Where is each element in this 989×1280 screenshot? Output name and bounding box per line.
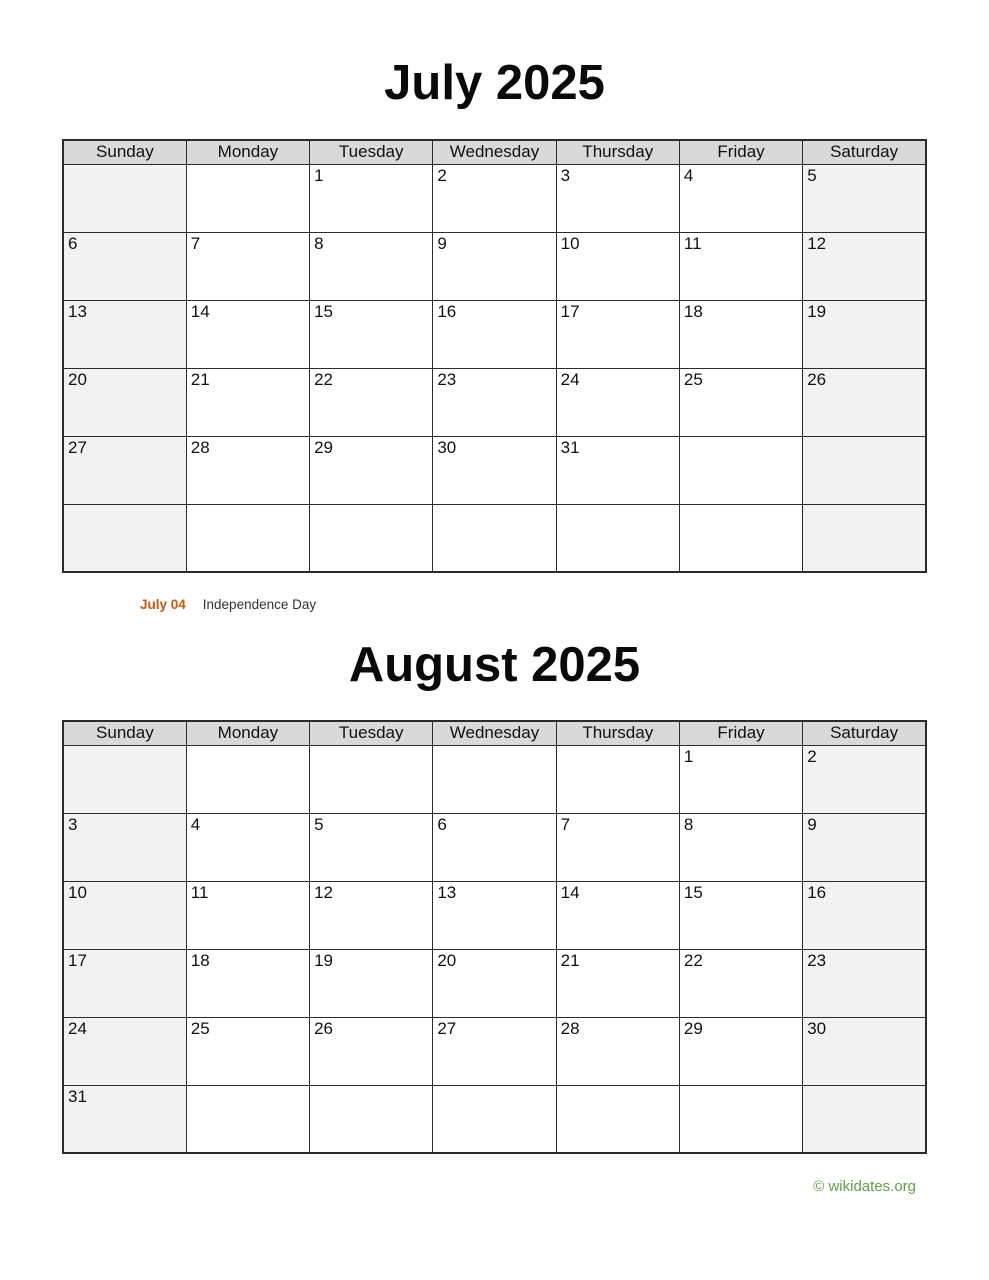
- day-cell-13: 13: [433, 881, 556, 949]
- day-cell-empty: [556, 504, 679, 572]
- day-cell-empty: [63, 504, 186, 572]
- day-cell-9: 9: [803, 813, 926, 881]
- day-cell-15: 15: [679, 881, 802, 949]
- week-row: [63, 949, 926, 1017]
- day-cell-1: 1: [679, 745, 802, 813]
- day-cell-14: 14: [556, 881, 679, 949]
- day-cell-14: 14: [186, 300, 309, 368]
- day-header-monday: Monday: [186, 140, 309, 165]
- day-header-saturday: Saturday: [803, 140, 926, 165]
- day-cell-empty: [556, 745, 679, 813]
- day-cell-7: 7: [556, 813, 679, 881]
- day-cell-9: 9: [433, 232, 556, 300]
- day-cell-28: 28: [556, 1017, 679, 1085]
- day-header-sunday: Sunday: [63, 721, 186, 746]
- day-cell-empty: [803, 436, 926, 504]
- day-cell-8: 8: [679, 813, 802, 881]
- day-cell-empty: [433, 504, 556, 572]
- day-cell-15: 15: [310, 300, 433, 368]
- day-cell-27: 27: [63, 436, 186, 504]
- day-cell-23: 23: [433, 368, 556, 436]
- week-row: [63, 881, 926, 949]
- day-cell-empty: [186, 745, 309, 813]
- july-calendar-title: July 2025: [384, 56, 605, 110]
- august-calendar-table: [62, 720, 927, 1155]
- day-cell-22: 22: [310, 368, 433, 436]
- copyright-link[interactable]: © wikidates.org: [813, 1178, 916, 1196]
- day-cell-6: 6: [433, 813, 556, 881]
- day-cell-2: 2: [433, 164, 556, 232]
- august-calendar-title: August 2025: [348, 637, 641, 692]
- week-row: [63, 300, 926, 368]
- day-header-row: [63, 721, 926, 746]
- week-row: [63, 1017, 926, 1085]
- day-cell-empty: [556, 1085, 679, 1153]
- day-header-friday: Friday: [679, 721, 802, 746]
- holiday-name-label: Independence Day: [202, 597, 317, 613]
- week-row: [63, 164, 926, 232]
- day-cell-1: 1: [310, 164, 433, 232]
- day-cell-empty: [63, 745, 186, 813]
- day-cell-5: 5: [310, 813, 433, 881]
- day-cell-17: 17: [63, 949, 186, 1017]
- day-cell-25: 25: [186, 1017, 309, 1085]
- day-cell-30: 30: [433, 436, 556, 504]
- holiday-note: [140, 597, 927, 613]
- day-cell-6: 6: [63, 232, 186, 300]
- day-cell-empty: [433, 1085, 556, 1153]
- day-cell-12: 12: [803, 232, 926, 300]
- day-cell-24: 24: [63, 1017, 186, 1085]
- day-cell-empty: [679, 1085, 802, 1153]
- day-cell-empty: [310, 504, 433, 572]
- day-cell-28: 28: [186, 436, 309, 504]
- holiday-date-label: July 04: [140, 597, 186, 613]
- day-cell-11: 11: [679, 232, 802, 300]
- day-cell-empty: [186, 164, 309, 232]
- july-calendar-table: [62, 139, 927, 574]
- day-cell-empty: [63, 164, 186, 232]
- day-cell-3: 3: [63, 813, 186, 881]
- day-cell-empty: [803, 504, 926, 572]
- day-cell-3: 3: [556, 164, 679, 232]
- day-cell-21: 21: [556, 949, 679, 1017]
- day-cell-31: 31: [556, 436, 679, 504]
- day-cell-18: 18: [679, 300, 802, 368]
- week-row: [63, 232, 926, 300]
- day-cell-12: 12: [310, 881, 433, 949]
- day-header-tuesday: Tuesday: [310, 140, 433, 165]
- day-cell-empty: [186, 1085, 309, 1153]
- day-cell-30: 30: [803, 1017, 926, 1085]
- day-cell-empty: [679, 436, 802, 504]
- day-cell-11: 11: [186, 881, 309, 949]
- day-cell-21: 21: [186, 368, 309, 436]
- day-cell-empty: [186, 504, 309, 572]
- day-cell-2: 2: [803, 745, 926, 813]
- day-header-wednesday: Wednesday: [433, 140, 556, 165]
- day-cell-16: 16: [803, 881, 926, 949]
- day-header-tuesday: Tuesday: [310, 721, 433, 746]
- day-cell-19: 19: [310, 949, 433, 1017]
- calendar-page: [62, 0, 927, 1195]
- week-row: [63, 504, 926, 572]
- day-cell-26: 26: [310, 1017, 433, 1085]
- day-cell-29: 29: [679, 1017, 802, 1085]
- day-cell-8: 8: [310, 232, 433, 300]
- day-cell-27: 27: [433, 1017, 556, 1085]
- day-cell-26: 26: [803, 368, 926, 436]
- day-cell-24: 24: [556, 368, 679, 436]
- day-cell-18: 18: [186, 949, 309, 1017]
- day-cell-10: 10: [556, 232, 679, 300]
- week-row: [63, 745, 926, 813]
- day-header-wednesday: Wednesday: [433, 721, 556, 746]
- day-cell-17: 17: [556, 300, 679, 368]
- day-header-friday: Friday: [679, 140, 802, 165]
- day-cell-4: 4: [679, 164, 802, 232]
- day-header-thursday: Thursday: [556, 721, 679, 746]
- page-footer: [62, 1178, 927, 1195]
- day-cell-20: 20: [433, 949, 556, 1017]
- day-cell-23: 23: [803, 949, 926, 1017]
- day-header-thursday: Thursday: [556, 140, 679, 165]
- day-cell-31: 31: [63, 1085, 186, 1153]
- day-cell-empty: [803, 1085, 926, 1153]
- day-cell-29: 29: [310, 436, 433, 504]
- day-cell-10: 10: [63, 881, 186, 949]
- day-cell-22: 22: [679, 949, 802, 1017]
- day-cell-25: 25: [679, 368, 802, 436]
- day-header-sunday: Sunday: [63, 140, 186, 165]
- day-cell-4: 4: [186, 813, 309, 881]
- day-cell-20: 20: [63, 368, 186, 436]
- week-row: [63, 1085, 926, 1153]
- day-cell-5: 5: [803, 164, 926, 232]
- day-header-monday: Monday: [186, 721, 309, 746]
- week-row: [63, 813, 926, 881]
- day-cell-7: 7: [186, 232, 309, 300]
- day-cell-empty: [433, 745, 556, 813]
- week-row: [63, 368, 926, 436]
- day-cell-19: 19: [803, 300, 926, 368]
- day-cell-16: 16: [433, 300, 556, 368]
- day-cell-empty: [310, 745, 433, 813]
- day-cell-empty: [310, 1085, 433, 1153]
- day-cell-empty: [679, 504, 802, 572]
- day-header-row: [63, 140, 926, 165]
- day-cell-13: 13: [63, 300, 186, 368]
- week-row: [63, 436, 926, 504]
- day-header-saturday: Saturday: [803, 721, 926, 746]
